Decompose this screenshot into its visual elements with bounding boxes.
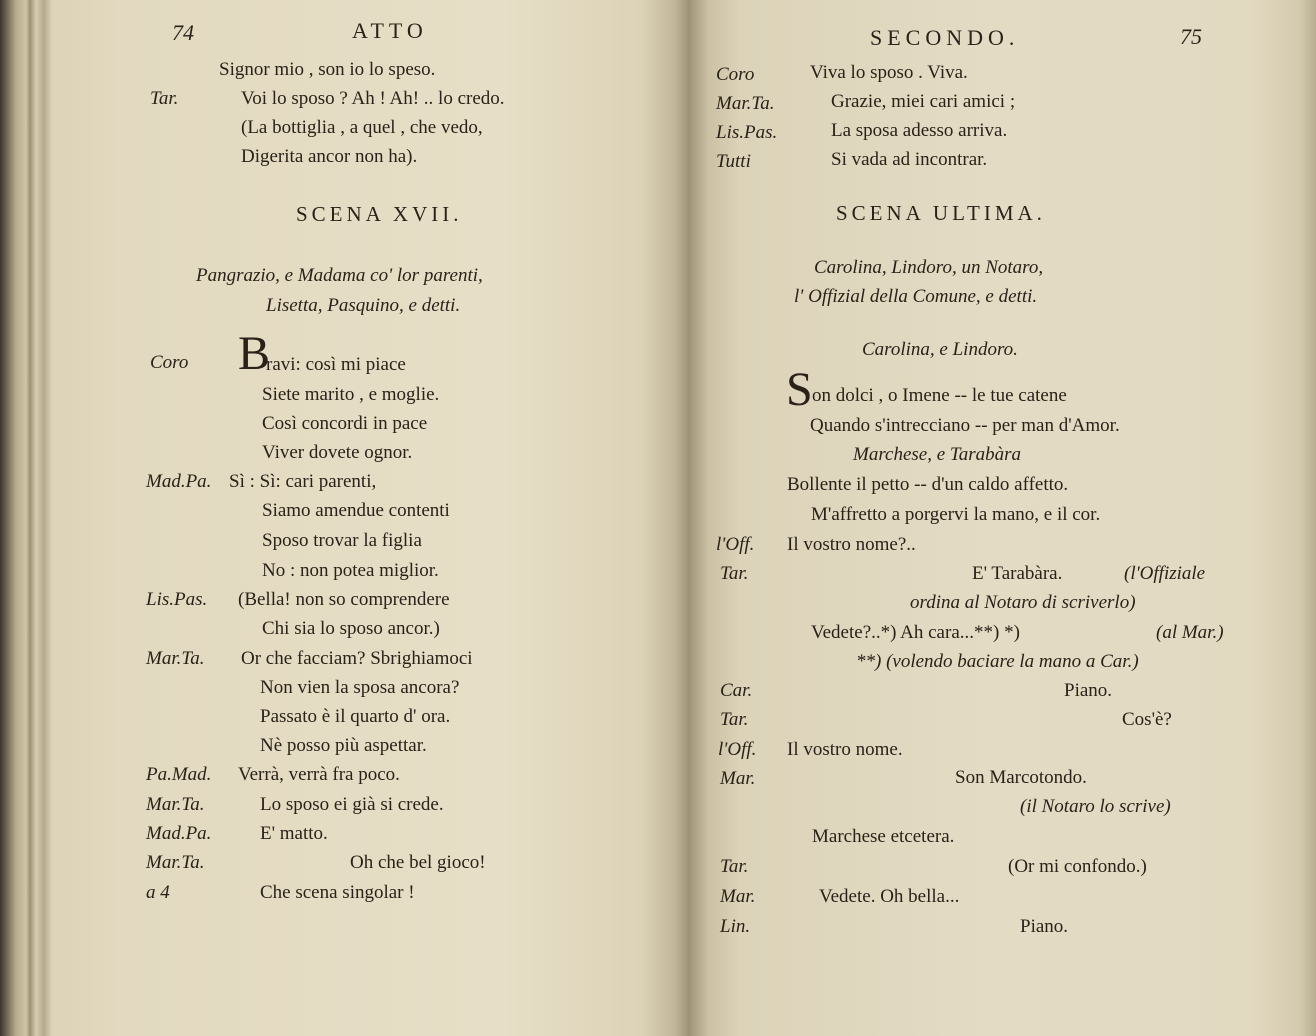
speaker: Tar.: [150, 88, 179, 109]
verse-line: Verrà, verrà fra poco.: [238, 764, 400, 785]
scene-cast: Pangrazio, e Madama co' lor parenti,: [196, 265, 483, 286]
scene-cast: l' Offizial della Comune, e detti.: [794, 286, 1038, 307]
verse-line: Siete marito , e moglie.: [262, 384, 440, 405]
verse-line: Viva lo sposo . Viva.: [810, 62, 968, 83]
verse-line: E' matto.: [260, 823, 328, 844]
verse-line: Nè posso più aspettar.: [260, 735, 427, 756]
speaker: Car.: [720, 680, 753, 701]
verse-line: Quando s'intrecciano -- per man d'Amor.: [810, 415, 1120, 436]
verse-line: Piano.: [1020, 916, 1069, 937]
verse-line: E' Tarabàra.: [972, 563, 1063, 584]
verse-line: Sposo trovar la figlia: [262, 530, 422, 551]
verse-line: Passato è il quarto d' ora.: [260, 706, 451, 727]
sub-cast: Carolina, e Lindoro.: [862, 339, 1018, 360]
speaker: a 4: [146, 882, 170, 903]
verse-line: Marchese etcetera.: [812, 826, 955, 847]
scene-cast: Carolina, Lindoro, un Notaro,: [814, 257, 1044, 278]
speaker: Mar.Ta.: [146, 794, 205, 815]
speaker: Mad.Pa.: [146, 823, 212, 844]
right-page: [690, 0, 1316, 1036]
verse-line: Si vada ad incontrar.: [831, 149, 988, 170]
verse-line: Signor mio , son io lo speso.: [219, 59, 436, 80]
verse-line: Il vostro nome.: [787, 739, 903, 760]
verse-line: Lo sposo ei già si crede.: [260, 794, 444, 815]
speaker: Mar.Ta.: [146, 648, 205, 669]
speaker: Lin.: [720, 916, 751, 937]
verse-line: No : non potea miglior.: [262, 560, 439, 581]
stage-direction: (l'Offiziale: [1124, 563, 1206, 584]
drop-cap: B: [238, 327, 271, 380]
page-number: 75: [1180, 24, 1202, 49]
speaker: Tar.: [720, 563, 749, 584]
scene-title: SCENA ULTIMA.: [836, 201, 1046, 225]
verse-line: M'affretto a porgervi la mano, e il cor.: [811, 504, 1101, 525]
speaker: Coro: [716, 64, 755, 85]
running-head: SECONDO.: [870, 25, 1020, 50]
speaker: Pa.Mad.: [146, 764, 212, 785]
verse-line: Così concordi in pace: [262, 413, 428, 434]
speaker: Mad.Pa.: [146, 471, 212, 492]
verse-line: Grazie, miei cari amici ;: [831, 91, 1016, 112]
speaker: Tar.: [720, 709, 749, 730]
speaker: Lis.Pas.: [716, 122, 778, 143]
verse-line: Digerita ancor non ha).: [241, 146, 418, 167]
drop-cap: S: [786, 363, 813, 416]
speaker: Tutti: [716, 151, 751, 172]
scene-cast: Lisetta, Pasquino, e detti.: [266, 295, 461, 316]
page-number: 74: [172, 20, 194, 45]
verse-line: (Or mi confondo.): [1008, 856, 1147, 877]
stage-direction: (il Notaro lo scrive): [1020, 796, 1171, 817]
verse-line: Voi lo sposo ? Ah ! Ah! .. lo credo.: [241, 88, 505, 109]
speaker: Mar.: [720, 886, 756, 907]
stage-direction: Marchese, e Tarabàra: [853, 444, 1022, 465]
speaker: Lis.Pas.: [146, 589, 208, 610]
verse-line: Piano.: [1064, 680, 1113, 701]
speaker: Mar.Ta.: [716, 93, 775, 114]
verse-line: Che scena singolar !: [260, 882, 415, 903]
verse-line: ravi: così mi piace: [266, 354, 406, 375]
verse-line: Sì : Sì: cari parenti,: [229, 471, 377, 492]
verse-line: La sposa adesso arriva.: [831, 120, 1008, 141]
verse-line: Chi sia lo sposo ancor.): [262, 618, 440, 639]
speaker: l'Off.: [718, 739, 757, 760]
verse-line: Cos'è?: [1122, 709, 1172, 730]
speaker: Tar.: [720, 856, 749, 877]
speaker: Mar.Ta.: [146, 852, 205, 873]
verse-line: Oh che bel gioco!: [350, 852, 486, 873]
verse-line: Viver dovete ognor.: [262, 442, 413, 463]
verse-line: Il vostro nome?..: [787, 534, 916, 555]
verse-line: Son Marcotondo.: [955, 767, 1087, 788]
verse-line: Bollente il petto -- d'un caldo affetto.: [787, 474, 1069, 495]
verse-line: on dolci , o Imene -- le tue catene: [812, 385, 1067, 406]
running-head: ATTO: [352, 18, 428, 43]
speaker: Mar.: [720, 768, 756, 789]
stage-direction: ordina al Notaro di scriverlo): [910, 592, 1136, 613]
verse-line: Vedete. Oh bella...: [819, 886, 960, 907]
verse-line: Or che facciam? Sbrighiamoci: [241, 648, 473, 669]
scene-title: SCENA XVII.: [296, 202, 463, 226]
verse-line: Non vien la sposa ancora?: [260, 677, 460, 698]
stage-direction: **) (volendo baciare la mano a Car.): [856, 651, 1139, 672]
stage-direction: (al Mar.): [1156, 622, 1224, 643]
verse-line: (La bottiglia , a quel , che vedo,: [241, 117, 483, 138]
speaker: Coro: [150, 352, 189, 373]
verse-line: (Bella! non so comprendere: [238, 589, 450, 610]
speaker: l'Off.: [716, 534, 755, 555]
verse-line: Siamo amendue contenti: [262, 500, 450, 521]
verse-line: Vedete?..*) Ah cara...**) *): [811, 622, 1020, 643]
